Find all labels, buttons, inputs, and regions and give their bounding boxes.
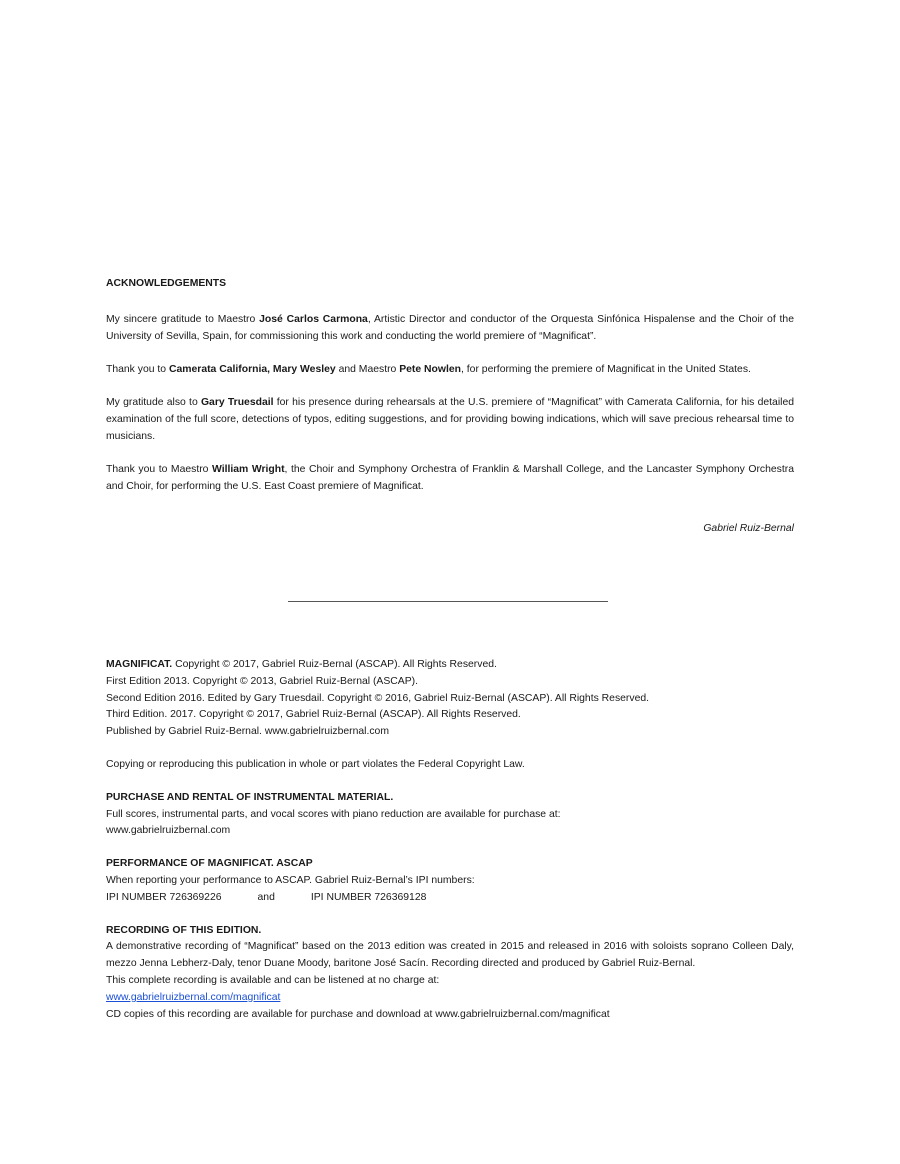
divider-line xyxy=(288,601,608,602)
acknowledgements-section xyxy=(106,278,794,534)
text: for his presence during rehearsals at the U.S. premiere of “Magnificat” with Camerata California, for his detailed examination of the full score, detections of typos, editing suggestions, and for providing bowing indications, which will save precious rehearsal time to musicians. xyxy=(106,397,795,442)
ipi-numbers xyxy=(106,890,794,907)
text: My sincere gratitude to Maestro xyxy=(106,314,260,325)
copying-notice: Copying or reproducing this publication in whole or part violates the Federal Copyright Law. xyxy=(106,758,525,770)
ack-paragraph-2 xyxy=(106,361,794,378)
text: , Artistic Director and conductor of the Orquesta Sinfónica Hispalense and the Choir of the University of Sevilla, Spain, for commissioning this work and conducting the world premiere of “Magnificat”. xyxy=(106,314,794,342)
text: , for performing the premiere of Magnificat in the United States. xyxy=(461,364,751,375)
recording-paragraph: A demonstrative recording of “Magnificat” based on the 2013 edition was created in 2015 and released in 2016 with soloists soprano Colleen Daly, mezzo Jenna Lebherz-Daly, tenor Duane Moody, baritone José Sacín. Recording directed and produced by Gabriel Ruiz-Bernal. xyxy=(106,941,794,970)
name-nowlen: Pete Nowlen xyxy=(399,364,461,375)
recording-cd-line: CD copies of this recording are available for purchase and download at www.gabrielruizbernal.com/magnificat xyxy=(106,1008,610,1020)
copyright-title-line xyxy=(106,657,794,674)
text: Thank you to xyxy=(106,364,169,375)
copyright-title-rest: Copyright © 2017, Gabriel Ruiz-Bernal (ASCAP). All Rights Reserved. xyxy=(172,659,497,670)
copyright-block xyxy=(106,657,794,741)
acknowledgements-title: ACKNOWLEDGEMENTS xyxy=(106,278,227,289)
ack-paragraph-4 xyxy=(106,461,794,495)
copyright-section xyxy=(106,657,794,1039)
purchase-text: Full scores, instrumental parts, and vocal scores with piano reduction are available for purchase at: xyxy=(106,808,561,820)
performance-heading: PERFORMANCE OF MAGNIFICAT. ASCAP xyxy=(106,858,313,870)
name-wright: William Wright xyxy=(212,464,285,475)
text: , the Choir and Symphony Orchestra of Franklin & Marshall College, and the Lancaster Symphony Orchestra and Choir, for performing the U.S. East Coast premiere of Magnificat. xyxy=(106,464,794,492)
recording-listen-line: This complete recording is available and can be listened at no charge at: xyxy=(106,974,440,986)
performance-block xyxy=(106,856,794,906)
copyright-title: MAGNIFICAT. xyxy=(106,659,173,670)
name-truesdail: Gary Truesdail xyxy=(200,397,274,408)
purchase-heading: PURCHASE AND RENTAL OF INSTRUMENTAL MATERIAL. xyxy=(106,791,394,803)
purchase-website: www.gabrielruizbernal.com xyxy=(106,825,231,837)
edition-line: First Edition 2013. Copyright © 2013, Gabriel Ruiz-Bernal (ASCAP). xyxy=(106,675,419,687)
text: Thank you to Maestro xyxy=(106,464,213,475)
recording-heading: RECORDING OF THIS EDITION. xyxy=(106,924,262,936)
signature: Gabriel Ruiz-Bernal xyxy=(703,523,794,534)
name-carmona: José Carlos Carmona xyxy=(259,314,368,325)
ack-paragraph-3 xyxy=(106,394,794,445)
ipi-number-1: IPI NUMBER 726369226 xyxy=(106,891,222,903)
ipi-number-2: IPI NUMBER 726369128 xyxy=(310,891,427,903)
recording-link[interactable]: www.gabrielruizbernal.com/magnificat xyxy=(106,991,281,1003)
publisher-line: Published by Gabriel Ruiz-Bernal. www.gabrielruizbernal.com xyxy=(106,726,389,738)
ack-paragraph-1 xyxy=(106,311,794,345)
edition-line: Third Edition. 2017. Copyright © 2017, Gabriel Ruiz-Bernal (ASCAP). All Rights Reserved. xyxy=(106,709,521,721)
name-camerata: Camerata California, Mary Wesley xyxy=(168,364,336,375)
performance-text: When reporting your performance to ASCAP. Gabriel Ruiz-Bernal’s IPI numbers: xyxy=(106,874,475,886)
text: My gratitude also to xyxy=(106,397,201,408)
edition-line: Second Edition 2016. Edited by Gary Truesdail. Copyright © 2016, Gabriel Ruiz-Bernal (ASCAP). All Rights Reserved. xyxy=(106,692,650,704)
text: and Maestro xyxy=(335,364,400,375)
purchase-block xyxy=(106,790,794,840)
ipi-and: and xyxy=(257,891,275,903)
recording-block xyxy=(106,923,794,1024)
